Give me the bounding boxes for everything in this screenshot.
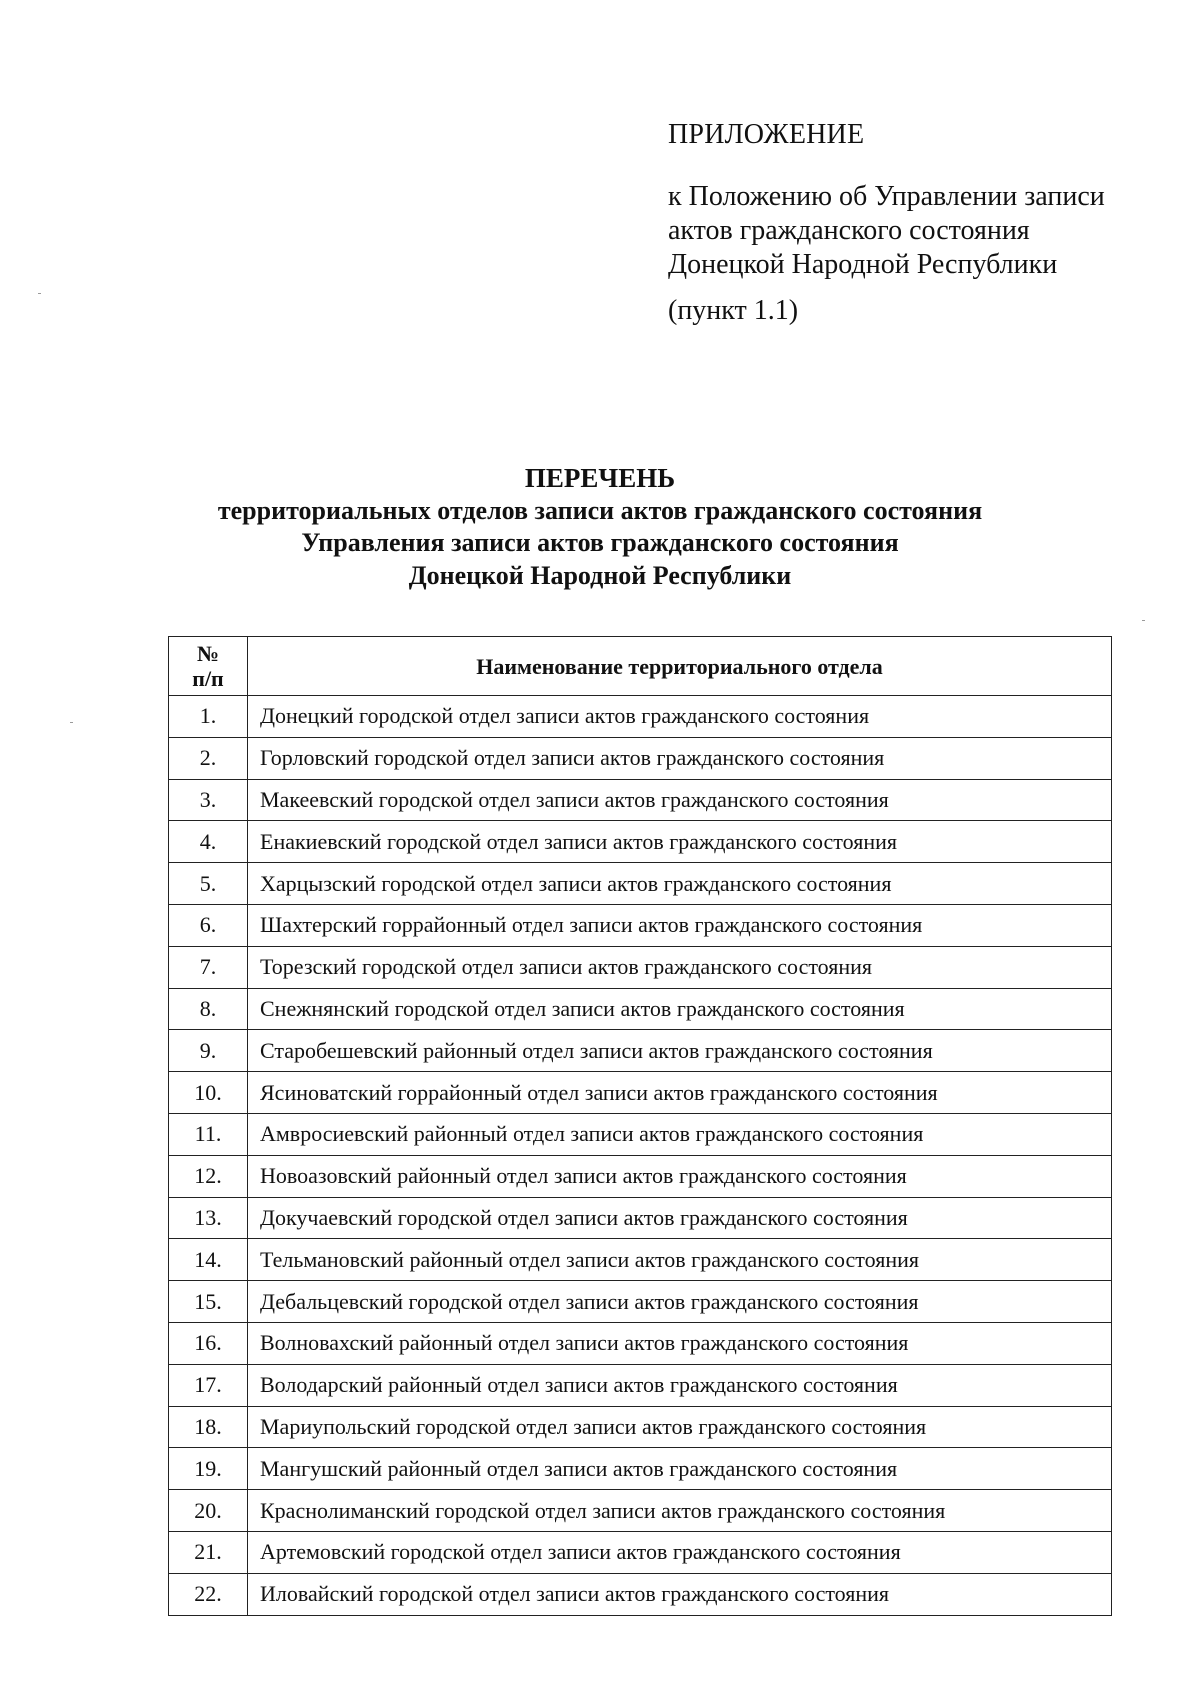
department-name: Володарский районный отдел записи актов гражданского состояния <box>248 1364 1112 1406</box>
department-name: Новоазовский районный отдел записи актов гражданского состояния <box>248 1155 1112 1197</box>
department-name: Докучаевский городской отдел записи актов гражданского состояния <box>248 1197 1112 1239</box>
table-row <box>169 1072 1112 1114</box>
appendix-line: Донецкой Народной Республики <box>668 249 1058 280</box>
row-number: 16. <box>169 1322 248 1364</box>
department-name: Донецкий городской отдел записи актов гражданского состояния <box>248 696 1112 738</box>
table-row <box>169 1573 1112 1615</box>
table-row <box>169 779 1112 821</box>
document-subtitle-line: Управления записи актов гражданского состояния <box>301 528 899 557</box>
department-name: Торезский городской отдел записи актов гражданского состояния <box>248 946 1112 988</box>
department-name: Горловский городской отдел записи актов гражданского состояния <box>248 737 1112 779</box>
row-number: 4. <box>169 821 248 863</box>
row-number: 5. <box>169 863 248 905</box>
appendix-line: к Положению об Управлении записи <box>668 181 1105 212</box>
document-title: ПЕРЕЧЕНЬ <box>524 463 676 493</box>
row-number: 20. <box>169 1490 248 1532</box>
table-row <box>169 1197 1112 1239</box>
number-header-symbol: № <box>196 641 220 666</box>
department-name: Макеевский городской отдел записи актов гражданского состояния <box>248 779 1112 821</box>
row-number: 22. <box>169 1573 248 1615</box>
row-number: 18. <box>169 1406 248 1448</box>
table-row <box>169 1281 1112 1323</box>
appendix-line: актов гражданского состояния <box>668 215 1030 246</box>
number-header-abbrev: п/п <box>192 666 224 691</box>
row-number: 17. <box>169 1364 248 1406</box>
department-name: Амвросиевский районный отдел записи актов гражданского состояния <box>248 1113 1112 1155</box>
appendix-title: ПРИЛОЖЕНИЕ <box>668 119 865 150</box>
document-subtitle-line: Донецкой Народной Республики <box>408 560 792 590</box>
table-row <box>169 1406 1112 1448</box>
table-row <box>169 1364 1112 1406</box>
department-name: Ясиноватский горрайонный отдел записи актов гражданского состояния <box>248 1072 1112 1114</box>
document-subtitle-line: территориальных отделов записи актов гражданского состояния <box>217 495 983 525</box>
table-row <box>169 821 1112 863</box>
table-row <box>169 1030 1112 1072</box>
department-name: Волновахский районный отдел записи актов гражданского состояния <box>248 1322 1112 1364</box>
table-row <box>169 1531 1112 1573</box>
number-column-header <box>169 637 248 696</box>
appendix-block <box>668 118 1148 328</box>
name-column-header: Наименование территориального отдела <box>248 637 1112 696</box>
department-name: Артемовский городской отдел записи актов гражданского состояния <box>248 1531 1112 1573</box>
department-name: Снежнянский городской отдел записи актов гражданского состояния <box>248 988 1112 1030</box>
department-name: Мангушский районный отдел записи актов гражданского состояния <box>248 1448 1112 1490</box>
department-name: Иловайский городской отдел записи актов гражданского состояния <box>248 1573 1112 1615</box>
document-heading <box>0 462 1200 592</box>
table-row <box>169 1113 1112 1155</box>
department-name: Шахтерский горрайонный отдел записи актов гражданского состояния <box>248 904 1112 946</box>
table-row <box>169 904 1112 946</box>
scan-speck <box>1142 620 1145 621</box>
department-name: Мариупольский городской отдел записи актов гражданского состояния <box>248 1406 1112 1448</box>
appendix-point: (пункт 1.1) <box>668 295 799 326</box>
table-row <box>169 737 1112 779</box>
table-row <box>169 1322 1112 1364</box>
department-name: Харцызский городской отдел записи актов гражданского состояния <box>248 863 1112 905</box>
table-row <box>169 696 1112 738</box>
row-number: 11. <box>169 1113 248 1155</box>
row-number: 6. <box>169 904 248 946</box>
row-number: 21. <box>169 1531 248 1573</box>
table-row <box>169 1490 1112 1532</box>
scan-speck <box>70 722 73 723</box>
table-header-row <box>169 637 1112 696</box>
table-row <box>169 1239 1112 1281</box>
row-number: 1. <box>169 696 248 738</box>
scan-speck <box>38 293 41 294</box>
row-number: 12. <box>169 1155 248 1197</box>
row-number: 3. <box>169 779 248 821</box>
department-name: Краснолиманский городской отдел записи актов гражданского состояния <box>248 1490 1112 1532</box>
department-name: Старобешевский районный отдел записи актов гражданского состояния <box>248 1030 1112 1072</box>
department-name: Дебальцевский городской отдел записи актов гражданского состояния <box>248 1281 1112 1323</box>
row-number: 2. <box>169 737 248 779</box>
row-number: 10. <box>169 1072 248 1114</box>
departments-table <box>168 636 1112 1616</box>
row-number: 13. <box>169 1197 248 1239</box>
row-number: 7. <box>169 946 248 988</box>
row-number: 9. <box>169 1030 248 1072</box>
department-name: Енакиевский городской отдел записи актов гражданского состояния <box>248 821 1112 863</box>
row-number: 8. <box>169 988 248 1030</box>
table-row <box>169 988 1112 1030</box>
table-row <box>169 1448 1112 1490</box>
row-number: 15. <box>169 1281 248 1323</box>
row-number: 14. <box>169 1239 248 1281</box>
table-body <box>169 696 1112 1616</box>
table-row <box>169 946 1112 988</box>
table-row <box>169 1155 1112 1197</box>
row-number: 19. <box>169 1448 248 1490</box>
department-name: Тельмановский районный отдел записи актов гражданского состояния <box>248 1239 1112 1281</box>
table-row <box>169 863 1112 905</box>
